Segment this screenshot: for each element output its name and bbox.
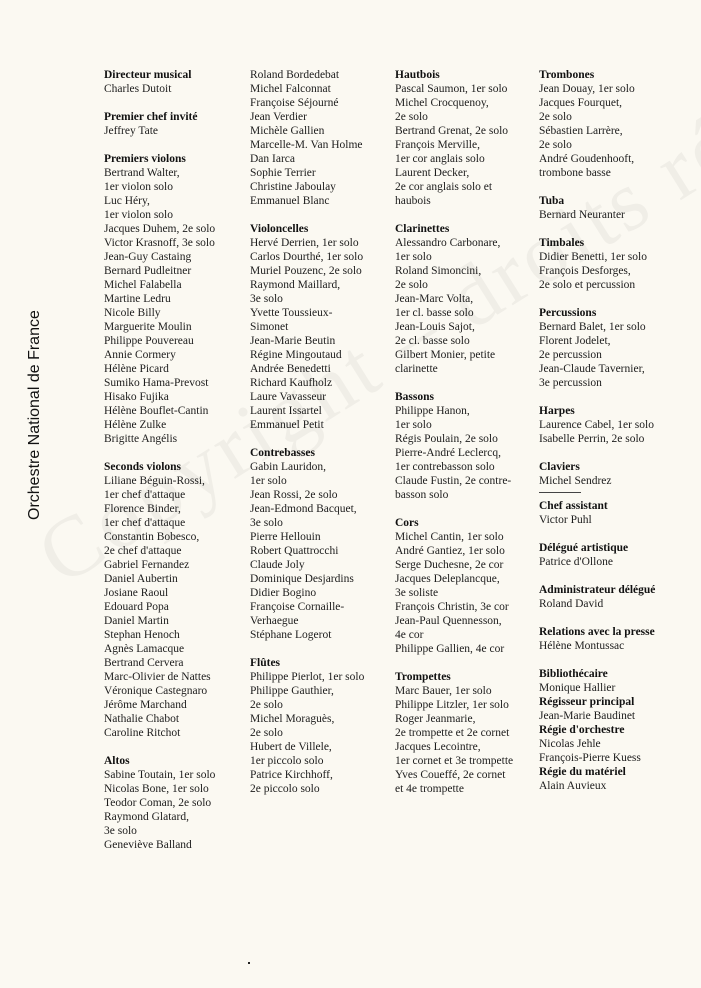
member-line: 1er contrebasson solo bbox=[395, 461, 495, 473]
member-line: Serge Duchesne, 2e cor bbox=[395, 559, 504, 571]
member-line: Jacques Lecointre, bbox=[395, 741, 481, 753]
member-line: 3e soliste bbox=[395, 587, 439, 599]
member-line: Philippe Gauthier, bbox=[250, 685, 334, 697]
member-line: Jacques Duhem, 2e solo bbox=[104, 223, 216, 235]
member-line: et 4e trompette bbox=[395, 783, 464, 795]
member-line: Gilbert Monier, petite bbox=[395, 349, 496, 361]
member-line: Bernard Pudleitner bbox=[104, 265, 192, 277]
member-line: Josiane Raoul bbox=[104, 587, 169, 599]
member-line: Florence Binder, bbox=[104, 503, 181, 515]
member-line: Stéphane Logerot bbox=[250, 629, 332, 641]
section bbox=[539, 194, 684, 222]
member-line: Jean-Paul Quennesson, bbox=[395, 615, 502, 627]
member-line: Richard Kaufholz bbox=[250, 377, 333, 389]
member-line: Stephan Henoch bbox=[104, 629, 180, 641]
member-line: Pierre Hellouin bbox=[250, 531, 321, 543]
section-heading: Clarinettes bbox=[395, 223, 450, 235]
section-heading: Administrateur délégué bbox=[539, 584, 656, 596]
section-heading: Bibliothécaire bbox=[539, 668, 608, 680]
member-line: 2e solo bbox=[539, 139, 572, 151]
member-line: Hisako Fujika bbox=[104, 391, 169, 403]
member-line: Philippe Litzler, 1er solo bbox=[395, 699, 509, 711]
member-line: Monique Hallier bbox=[539, 682, 616, 694]
column-1 bbox=[104, 68, 242, 866]
member-line: Philippe Gallien, 4e cor bbox=[395, 643, 505, 655]
member-line: Michel Sendrez bbox=[539, 475, 612, 487]
member-line: Robert Quattrocchi bbox=[250, 545, 339, 557]
member-line: Raymond Glatard, bbox=[104, 811, 189, 823]
member-line: 3e solo bbox=[250, 293, 283, 305]
section-heading: Premier chef invité bbox=[104, 111, 198, 123]
section-heading: Délégué artistique bbox=[539, 542, 629, 554]
member-line: haubois bbox=[395, 195, 431, 207]
member-line: Marcelle-M. Van Holme bbox=[250, 139, 363, 151]
section bbox=[250, 656, 390, 796]
member-line: Laure Vavasseur bbox=[250, 391, 327, 403]
member-line: Patrice d'Ollone bbox=[539, 556, 613, 568]
section bbox=[395, 222, 535, 376]
column-3 bbox=[395, 68, 535, 810]
member-line: 2e solo bbox=[395, 279, 428, 291]
member-line: 4e cor bbox=[395, 629, 424, 641]
member-line: Régine Mingoutaud bbox=[250, 349, 342, 361]
member-line: Jean-Louis Sajot, bbox=[395, 321, 475, 333]
side-title: Orchestre National de France bbox=[26, 310, 43, 520]
member-line: trombone basse bbox=[539, 167, 611, 179]
member-line: Patrice Kirchhoff, bbox=[250, 769, 333, 781]
member-line: Agnès Lamacque bbox=[104, 643, 185, 655]
member-line: 2e solo bbox=[250, 699, 283, 711]
member-line: Jeffrey Tate bbox=[104, 125, 159, 137]
member-line: Jean-Edmond Bacquet, bbox=[250, 503, 357, 515]
section bbox=[539, 499, 684, 527]
section-heading: Percussions bbox=[539, 307, 597, 319]
section bbox=[395, 68, 535, 208]
member-line: Hélène Zulke bbox=[104, 419, 167, 431]
member-line: Daniel Aubertin bbox=[104, 573, 178, 585]
member-line: 2e chef d'attaque bbox=[104, 545, 182, 557]
member-line: Hubert de Villele, bbox=[250, 741, 332, 753]
section-heading: Contrebasses bbox=[250, 447, 315, 459]
member-line: Brigitte Angélis bbox=[104, 433, 178, 445]
section-heading: Régisseur principal bbox=[539, 696, 635, 708]
section-heading: Régie d'orchestre bbox=[539, 724, 625, 736]
member-line: Jean Douay, 1er solo bbox=[539, 83, 635, 95]
member-line: 3e solo bbox=[104, 825, 137, 837]
member-line: Michel Falabella bbox=[104, 279, 182, 291]
section bbox=[539, 404, 684, 446]
member-line: Laurent Decker, bbox=[395, 167, 470, 179]
section bbox=[250, 68, 390, 208]
member-line: Pierre-André Leclercq, bbox=[395, 447, 501, 459]
section-heading: Trombones bbox=[539, 69, 595, 81]
section bbox=[104, 110, 242, 138]
section-heading: Claviers bbox=[539, 461, 580, 473]
member-line: Dominique Desjardins bbox=[250, 573, 354, 585]
member-line: Sumiko Hama-Prevost bbox=[104, 377, 209, 389]
member-line: François Christin, 3e cor bbox=[395, 601, 509, 613]
section-heading: Directeur musical bbox=[104, 69, 192, 81]
member-line: 3e percussion bbox=[539, 377, 602, 389]
member-line: Bertrand Cervera bbox=[104, 657, 184, 669]
member-line: Marc-Olivier de Nattes bbox=[104, 671, 211, 683]
member-line: Florent Jodelet, bbox=[539, 335, 611, 347]
member-line: Sophie Terrier bbox=[250, 167, 316, 179]
section bbox=[104, 152, 242, 446]
member-line: Constantin Bobesco, bbox=[104, 531, 200, 543]
section-heading: Premiers violons bbox=[104, 153, 186, 165]
section bbox=[395, 390, 535, 502]
member-line: Liliane Béguin-Rossi, bbox=[104, 475, 205, 487]
member-line: 3e solo bbox=[250, 517, 283, 529]
member-line: 2e cor anglais solo et bbox=[395, 181, 493, 193]
member-line: Bernard Neuranter bbox=[539, 209, 625, 221]
member-line: Michel Moraguès, bbox=[250, 713, 335, 725]
section bbox=[250, 446, 390, 642]
member-line: Alain Auvieux bbox=[539, 780, 607, 792]
section-heading: Chef assistant bbox=[539, 500, 608, 512]
section bbox=[539, 236, 684, 292]
member-line: Sébastien Larrère, bbox=[539, 125, 623, 137]
member-line: Jérôme Marchand bbox=[104, 699, 187, 711]
member-line: 2e solo bbox=[395, 111, 428, 123]
member-line: Andrée Benedetti bbox=[250, 363, 331, 375]
member-line: 2e percussion bbox=[539, 349, 602, 361]
member-line: 2e solo et percussion bbox=[539, 279, 636, 291]
member-line: clarinette bbox=[395, 363, 438, 375]
member-line: basson solo bbox=[395, 489, 449, 501]
section-heading: Relations avec la presse bbox=[539, 626, 655, 638]
member-line: Yvette Toussieux- bbox=[250, 307, 333, 319]
member-line: Bernard Balet, 1er solo bbox=[539, 321, 646, 333]
section-heading: Violoncelles bbox=[250, 223, 309, 235]
section-heading: Tuba bbox=[539, 195, 565, 207]
member-line: Véronique Castegnaro bbox=[104, 685, 208, 697]
section bbox=[104, 754, 242, 852]
member-line: Laurence Cabel, 1er solo bbox=[539, 419, 654, 431]
member-line: Martine Ledru bbox=[104, 293, 171, 305]
member-line: François Merville, bbox=[395, 139, 480, 151]
member-line: Hélène Picard bbox=[104, 363, 169, 375]
member-line: Michel Crocquenoy, bbox=[395, 97, 489, 109]
section-heading: Bassons bbox=[395, 391, 434, 403]
member-line: Isabelle Perrin, 2e solo bbox=[539, 433, 645, 445]
section bbox=[395, 516, 535, 656]
member-line: Luc Héry, bbox=[104, 195, 150, 207]
member-line: François Desforges, bbox=[539, 265, 631, 277]
section-heading: Altos bbox=[104, 755, 130, 767]
section-heading: Timbales bbox=[539, 237, 585, 249]
section-heading: Hautbois bbox=[395, 69, 440, 81]
page-dot bbox=[248, 962, 250, 964]
member-line: Marc Bauer, 1er solo bbox=[395, 685, 492, 697]
member-line: Jacques Deleplancque, bbox=[395, 573, 500, 585]
member-line: Françoise Séjourné bbox=[250, 97, 339, 109]
section bbox=[395, 670, 535, 796]
member-line: Roland Bordedebat bbox=[250, 69, 340, 81]
member-line: Caroline Ritchot bbox=[104, 727, 181, 739]
member-line: Jean-Marie Baudinet bbox=[539, 710, 636, 722]
member-line: François-Pierre Kuess bbox=[539, 752, 641, 764]
member-line: Nathalie Chabot bbox=[104, 713, 180, 725]
section bbox=[539, 625, 684, 653]
column-2 bbox=[250, 68, 390, 810]
member-line: 1er violon solo bbox=[104, 181, 173, 193]
member-line: Daniel Martin bbox=[104, 615, 169, 627]
member-line: Nicole Billy bbox=[104, 307, 161, 319]
member-line: Jean Rossi, 2e solo bbox=[250, 489, 338, 501]
member-line: Jacques Fourquet, bbox=[539, 97, 623, 109]
member-line: Annie Cormery bbox=[104, 349, 176, 361]
member-line: Hélène Bouflet-Cantin bbox=[104, 405, 209, 417]
member-line: 1er piccolo solo bbox=[250, 755, 324, 767]
section bbox=[539, 765, 684, 793]
member-line: 2e cl. basse solo bbox=[395, 335, 470, 347]
member-line: Michèle Gallien bbox=[250, 125, 325, 137]
member-line: 2e solo bbox=[539, 111, 572, 123]
section bbox=[250, 222, 390, 432]
member-line: 1er solo bbox=[395, 251, 432, 263]
section bbox=[539, 541, 684, 569]
member-line: Victor Krasnoff, 3e solo bbox=[104, 237, 215, 249]
member-line: Edouard Popa bbox=[104, 601, 169, 613]
member-line: André Goudenhooft, bbox=[539, 153, 635, 165]
member-line: 1er cor anglais solo bbox=[395, 153, 485, 165]
member-line: Muriel Pouzenc, 2e solo bbox=[250, 265, 362, 277]
member-line: Pascal Saumon, 1er solo bbox=[395, 83, 508, 95]
member-line: Philippe Hanon, bbox=[395, 405, 470, 417]
member-line: Michel Falconnat bbox=[250, 83, 331, 95]
member-line: Sabine Toutain, 1er solo bbox=[104, 769, 216, 781]
member-line: Gabriel Fernandez bbox=[104, 559, 190, 571]
member-line: Philippe Pierlot, 1er solo bbox=[250, 671, 365, 683]
member-line: Claude Joly bbox=[250, 559, 305, 571]
member-line: Bertrand Walter, bbox=[104, 167, 180, 179]
member-line: Emmanuel Petit bbox=[250, 419, 324, 431]
section-heading: Flûtes bbox=[250, 657, 281, 669]
section bbox=[104, 68, 242, 96]
section bbox=[539, 460, 684, 488]
member-line: 2e trompette et 2e cornet bbox=[395, 727, 510, 739]
member-line: Didier Benetti, 1er solo bbox=[539, 251, 647, 263]
section-heading: Seconds violons bbox=[104, 461, 182, 473]
member-line: 1er solo bbox=[395, 419, 432, 431]
member-line: Hélène Montussac bbox=[539, 640, 625, 652]
member-line: Gabin Lauridon, bbox=[250, 461, 327, 473]
member-line: 1er violon solo bbox=[104, 209, 173, 221]
section-heading: Cors bbox=[395, 517, 419, 529]
section bbox=[539, 723, 684, 765]
section bbox=[539, 68, 684, 180]
member-line: Teodor Coman, 2e solo bbox=[104, 797, 212, 809]
section bbox=[539, 695, 684, 723]
member-line: Jean-Marie Beutin bbox=[250, 335, 336, 347]
member-line: Dan Iarca bbox=[250, 153, 296, 165]
section bbox=[539, 667, 684, 695]
member-line: Roger Jeanmarie, bbox=[395, 713, 476, 725]
member-line: 1er cl. basse solo bbox=[395, 307, 474, 319]
member-line: Marguerite Moulin bbox=[104, 321, 192, 333]
member-line: Charles Dutoit bbox=[104, 83, 172, 95]
member-line: 2e solo bbox=[250, 727, 283, 739]
section-heading: Régie du matériel bbox=[539, 766, 626, 778]
section bbox=[539, 306, 684, 390]
member-line: Simonet bbox=[250, 321, 289, 333]
member-line: Jean-Guy Castaing bbox=[104, 251, 192, 263]
member-line: Victor Puhl bbox=[539, 514, 592, 526]
member-line: Emmanuel Blanc bbox=[250, 195, 330, 207]
section bbox=[104, 460, 242, 740]
member-line: Alessandro Carbonare, bbox=[395, 237, 501, 249]
column-4 bbox=[539, 68, 684, 807]
member-line: Nicolas Jehle bbox=[539, 738, 601, 750]
member-line: Nicolas Bone, 1er solo bbox=[104, 783, 209, 795]
member-line: Philippe Pouvereau bbox=[104, 335, 194, 347]
section-heading: Trompettes bbox=[395, 671, 451, 683]
member-line: Raymond Maillard, bbox=[250, 279, 341, 291]
member-line: Bertrand Grenat, 2e solo bbox=[395, 125, 509, 137]
member-line: 2e piccolo solo bbox=[250, 783, 320, 795]
member-line: Christine Jaboulay bbox=[250, 181, 336, 193]
member-line: Yves Coueffé, 2e cornet bbox=[395, 769, 506, 781]
section bbox=[539, 583, 684, 611]
divider bbox=[539, 492, 581, 493]
member-line: Jean-Claude Tavernier, bbox=[539, 363, 645, 375]
member-line: Roland Simoncini, bbox=[395, 265, 482, 277]
member-line: 1er cornet et 3e trompette bbox=[395, 755, 514, 767]
member-line: 1er chef d'attaque bbox=[104, 517, 186, 529]
member-line: Françoise Cornaille- bbox=[250, 601, 345, 613]
member-line: Carlos Dourthé, 1er solo bbox=[250, 251, 364, 263]
member-line: André Gantiez, 1er solo bbox=[395, 545, 505, 557]
member-line: Geneviève Balland bbox=[104, 839, 192, 851]
member-line: Roland David bbox=[539, 598, 604, 610]
member-line: Claude Fustin, 2e contre- bbox=[395, 475, 512, 487]
member-line: Jean Verdier bbox=[250, 111, 307, 123]
member-line: Régis Poulain, 2e solo bbox=[395, 433, 498, 445]
member-line: Michel Cantin, 1er solo bbox=[395, 531, 504, 543]
section-heading: Harpes bbox=[539, 405, 575, 417]
member-line: Hervé Derrien, 1er solo bbox=[250, 237, 359, 249]
member-line: 1er chef d'attaque bbox=[104, 489, 186, 501]
member-line: Verhaegue bbox=[250, 615, 299, 627]
member-line: Didier Bogino bbox=[250, 587, 317, 599]
member-line: Jean-Marc Volta, bbox=[395, 293, 474, 305]
member-line: Laurent Issartel bbox=[250, 405, 322, 417]
member-line: 1er solo bbox=[250, 475, 287, 487]
